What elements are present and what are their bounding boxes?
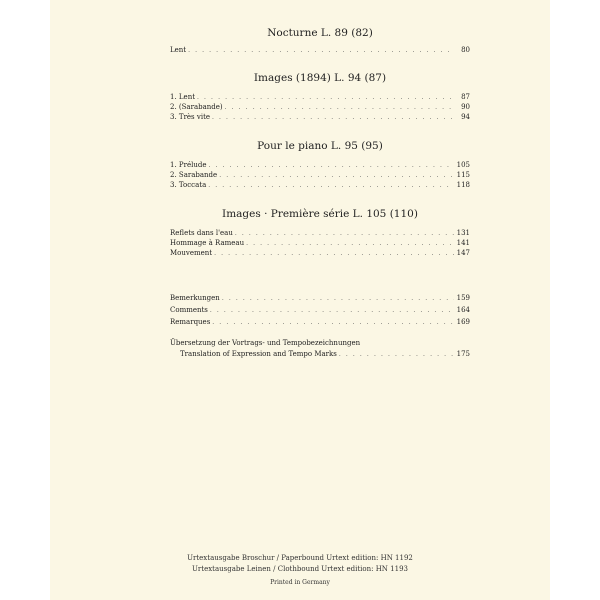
toc-entry[interactable]	[170, 112, 470, 122]
table-of-contents	[170, 0, 470, 600]
toc-entry-page: 80	[461, 46, 470, 54]
leader-dots	[188, 46, 454, 56]
toc-entry-page: 87	[461, 93, 470, 101]
toc-entry-label: Hommage à Rameau	[170, 239, 245, 247]
toc-entry-label: Lent	[170, 46, 187, 54]
toc-entry-label: 3. Très vite	[170, 113, 211, 121]
edition-info-paperbound: Urtextausgabe Broschur / Paperbound Urtext edition: HN 1192	[187, 554, 413, 562]
section-title-images-premiere-serie: Images · Première série L. 105 (110)	[222, 208, 418, 220]
toc-entry-page: 94	[461, 113, 470, 121]
toc-entry-label: Remarques	[170, 318, 211, 326]
toc-entry-page: 141	[456, 239, 470, 247]
leader-dots	[222, 294, 454, 304]
toc-entry[interactable]	[170, 45, 470, 55]
leader-dots	[339, 350, 454, 360]
toc-entry-page: 105	[456, 161, 470, 169]
toc-entry[interactable]	[170, 160, 470, 170]
leader-dots	[214, 249, 454, 259]
edition-info-clothbound: Urtextausgabe Leinen / Clothbound Urtext edition: HN 1193	[192, 565, 408, 573]
translation-heading: Übersetzung der Vortrags- und Tempobezeichnungen	[170, 339, 361, 347]
toc-entry[interactable]	[170, 102, 470, 112]
toc-entry-page: 175	[456, 350, 470, 358]
section-title-pour-le-piano: Pour le piano L. 95 (95)	[257, 140, 383, 152]
section-title-images-1894: Images (1894) L. 94 (87)	[253, 72, 387, 84]
toc-entry-page: 164	[456, 306, 470, 314]
toc-entry-page: 115	[456, 171, 470, 179]
leader-dots	[210, 306, 454, 316]
toc-entry-page: 90	[461, 103, 470, 111]
toc-entry[interactable]	[170, 228, 470, 238]
toc-entry-remarques[interactable]	[170, 317, 470, 327]
toc-entry-page: 118	[456, 181, 470, 189]
leader-dots	[212, 318, 454, 328]
printed-in: Printed in Germany	[270, 579, 330, 586]
toc-entry-label: Mouvement	[170, 249, 213, 257]
toc-entry[interactable]	[170, 238, 470, 248]
toc-entry-comments[interactable]	[170, 305, 470, 315]
toc-entry-label: 1. Lent	[170, 93, 196, 101]
toc-entry[interactable]	[170, 248, 470, 258]
leader-dots	[208, 181, 454, 191]
toc-entry-label: 3. Toccata	[170, 181, 207, 189]
leader-dots	[212, 113, 454, 123]
toc-entry[interactable]	[170, 170, 470, 180]
toc-entry-label: 1. Prélude	[170, 161, 207, 169]
toc-entry-page: 159	[456, 294, 470, 302]
page	[50, 0, 550, 600]
section-title-nocturne: Nocturne L. 89 (82)	[267, 27, 373, 39]
toc-entry-label: 2. Sarabande	[170, 171, 218, 179]
toc-entry-label: Bemerkungen	[170, 294, 220, 302]
toc-entry-label: Comments	[170, 306, 208, 314]
toc-entry-page: 131	[456, 229, 470, 237]
toc-entry-translation[interactable]	[170, 349, 470, 359]
toc-entry-label: 2. (Sarabande)	[170, 103, 223, 111]
toc-entry-label: Reflets dans l'eau	[170, 229, 233, 237]
toc-entry-label: Translation of Expression and Tempo Marks	[180, 350, 337, 358]
toc-entry[interactable]	[170, 92, 470, 102]
toc-entry-page: 169	[456, 318, 470, 326]
toc-entry[interactable]	[170, 180, 470, 190]
toc-entry-page: 147	[456, 249, 470, 257]
toc-entry-bemerkungen[interactable]	[170, 293, 470, 303]
